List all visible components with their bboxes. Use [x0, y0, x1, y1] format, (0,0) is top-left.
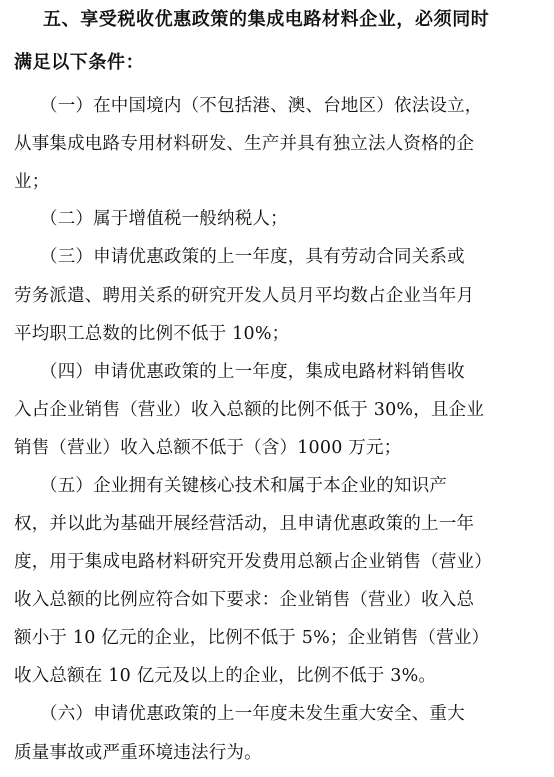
paragraph-5-line-4: 收入总额的比例应符合如下要求：企业销售（营业）收入总 [14, 590, 475, 610]
paragraph-4-line-3: 销售（营业）收入总额不低于（含）1000 万元； [14, 438, 402, 458]
heading-line-1: 五、享受税收优惠政策的集成电路材料企业，必须同时 [43, 9, 490, 30]
paragraph-6-line-2: 质量事故或严重环境违法行为。 [14, 743, 262, 763]
paragraph-4-line-2: 入占企业销售（营业）收入总额的比例不低于 30%，且企业 [14, 400, 485, 420]
paragraph-5-line-1: （五）企业拥有关键核心技术和属于本企业的知识产 [40, 476, 448, 496]
paragraph-5-line-6: 收入总额在 10 亿元及以上的企业，比例不低于 3%。 [14, 666, 437, 686]
paragraph-1-line-3: 业； [14, 172, 50, 192]
paragraph-1-line-2: 从事集成电路专用材料研发、生产并具有独立法人资格的企 [14, 134, 475, 154]
paragraph-2-line-1: （二）属于增值税一般纳税人； [40, 209, 288, 229]
paragraph-3-line-3: 平均职工总数的比例不低于 10%； [14, 324, 290, 344]
paragraph-5-line-3: 度，用于集成电路材料研究开发费用总额占企业销售（营业） [14, 552, 492, 572]
paragraph-3-line-1: （三）申请优惠政策的上一年度，具有劳动合同关系或 [40, 247, 465, 267]
paragraph-5-line-2: 权，并以此为基础开展经营活动，且申请优惠政策的上一年 [14, 514, 475, 534]
paragraph-5-line-5: 额小于 10 亿元的企业，比例不低于 5%；企业销售（营业） [14, 628, 490, 648]
heading-line-2: 满足以下条件： [14, 52, 145, 73]
paragraph-3-line-2: 劳务派遣、聘用关系的研究开发人员月平均数占企业当年月 [14, 286, 475, 306]
paragraph-4-line-1: （四）申请优惠政策的上一年度，集成电路材料销售收 [40, 362, 465, 382]
paragraph-1-line-1: （一）在中国境内（不包括港、澳、台地区）依法设立， [40, 96, 483, 116]
paragraph-6-line-1: （六）申请优惠政策的上一年度未发生重大安全、重大 [40, 704, 465, 724]
